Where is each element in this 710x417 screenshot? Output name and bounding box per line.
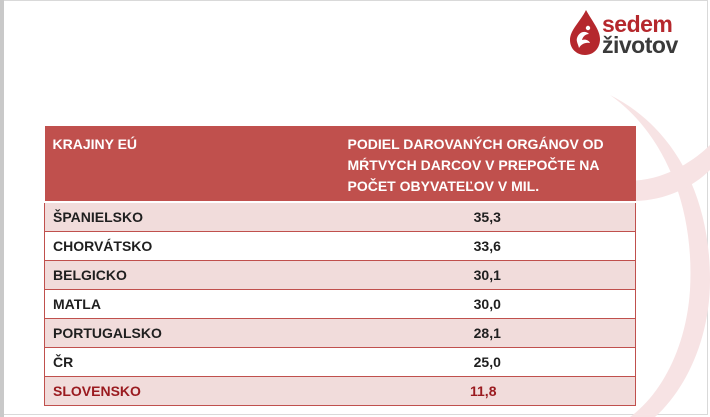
table-row <box>45 347 636 376</box>
sedem-zivotov-logo <box>566 8 706 58</box>
table-row <box>45 202 636 231</box>
value-cell: 11,8 <box>340 376 636 405</box>
table-row <box>45 289 636 318</box>
country-cell: SLOVENSKO <box>45 376 340 405</box>
value-cell: 28,1 <box>340 318 636 347</box>
value-cell: 35,3 <box>340 202 636 231</box>
country-cell: BELGICKO <box>45 260 340 289</box>
value-cell: 30,1 <box>340 260 636 289</box>
table-row <box>45 231 636 260</box>
blood-drop-logo-icon <box>566 8 602 56</box>
logo-text-zivotov: životov <box>602 32 678 58</box>
logo-text-sedem: sedem <box>602 11 673 37</box>
header-countries: KRAJINY EÚ <box>45 126 340 202</box>
value-cell: 30,0 <box>340 289 636 318</box>
organ-donation-table <box>44 126 636 406</box>
country-cell: PORTUGALSKO <box>45 318 340 347</box>
country-cell: MATLA <box>45 289 340 318</box>
country-cell: ČR <box>45 347 340 376</box>
country-cell: ŠPANIELSKO <box>45 202 340 231</box>
table-row <box>45 318 636 347</box>
country-cell: CHORVÁTSKO <box>45 231 340 260</box>
table-row <box>45 260 636 289</box>
table-row-highlighted <box>45 376 636 405</box>
header-donation-ratio: PODIEL DAROVANÝCH ORGÁNOV OD MŔTVYCH DARCOV V PREPOČTE NA POČET OBYVATEĽOV V MIL. <box>340 126 636 202</box>
left-edge-bar <box>0 0 4 417</box>
value-cell: 25,0 <box>340 347 636 376</box>
table-header-row <box>45 126 636 202</box>
value-cell: 33,6 <box>340 231 636 260</box>
